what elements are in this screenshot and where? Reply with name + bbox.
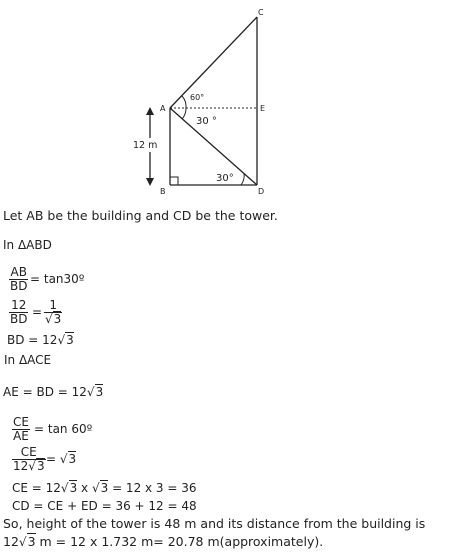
label-angle-30-bottom: 30° <box>216 173 234 184</box>
intro-line: Let AB be the building and CD be the tower. <box>3 208 278 223</box>
conclusion-line-1: So, height of the tower is 48 m and its distance from the building is <box>3 516 426 531</box>
eq-tan60: = tan 60º <box>34 422 93 436</box>
arc-30-top <box>182 108 186 119</box>
eq-root3: = √3 <box>46 452 77 466</box>
arc-30-bottom <box>241 173 244 185</box>
label-b: B <box>160 187 166 196</box>
ce-result: CE = 12√3 x √3 = 12 x 3 = 36 <box>12 481 197 495</box>
equals-sign: = <box>32 305 43 319</box>
fraction-1-root3: $\frac{1}{√3}$ <box>45 298 62 326</box>
arc-60 <box>182 96 186 108</box>
label-height: 12 m <box>133 140 158 151</box>
conclusion-line-2: 12√3 m = 12 x 1.732 m= 20.78 m(approximately). <box>3 534 324 549</box>
eq-tan30: = tan30º <box>30 272 85 286</box>
line-ac <box>170 17 257 108</box>
right-angle-mark <box>170 177 178 185</box>
in-abd-heading: In ΔABD <box>3 238 52 252</box>
bd-result: BD = 12√3 <box>7 333 74 347</box>
cd-result: CD = CE + ED = 36 + 12 = 48 <box>12 499 197 513</box>
geometry-diagram <box>0 0 452 205</box>
in-ace-heading: In ΔACE <box>4 353 52 367</box>
fraction-ce-ae: $\frac{CE}{AE}$ <box>13 415 29 443</box>
label-e: E <box>260 104 266 113</box>
fraction-ce-12root3: $\frac{CE}{12√3}$ <box>13 445 45 473</box>
arrow-head-up <box>146 107 154 115</box>
label-angle-60: 60° <box>190 93 205 102</box>
label-c: C <box>258 8 264 17</box>
label-d: D <box>258 187 265 196</box>
label-a: A <box>160 104 166 113</box>
arrow-head-down <box>146 178 154 186</box>
label-angle-30-top: 30 ° <box>196 116 217 127</box>
fraction-ab-bd: $\frac{AB}{BD}$ <box>10 265 28 293</box>
fraction-12-bd: $\frac{12}{BD}$ <box>10 298 28 326</box>
ae-result: AE = BD = 12√3 <box>3 385 104 399</box>
